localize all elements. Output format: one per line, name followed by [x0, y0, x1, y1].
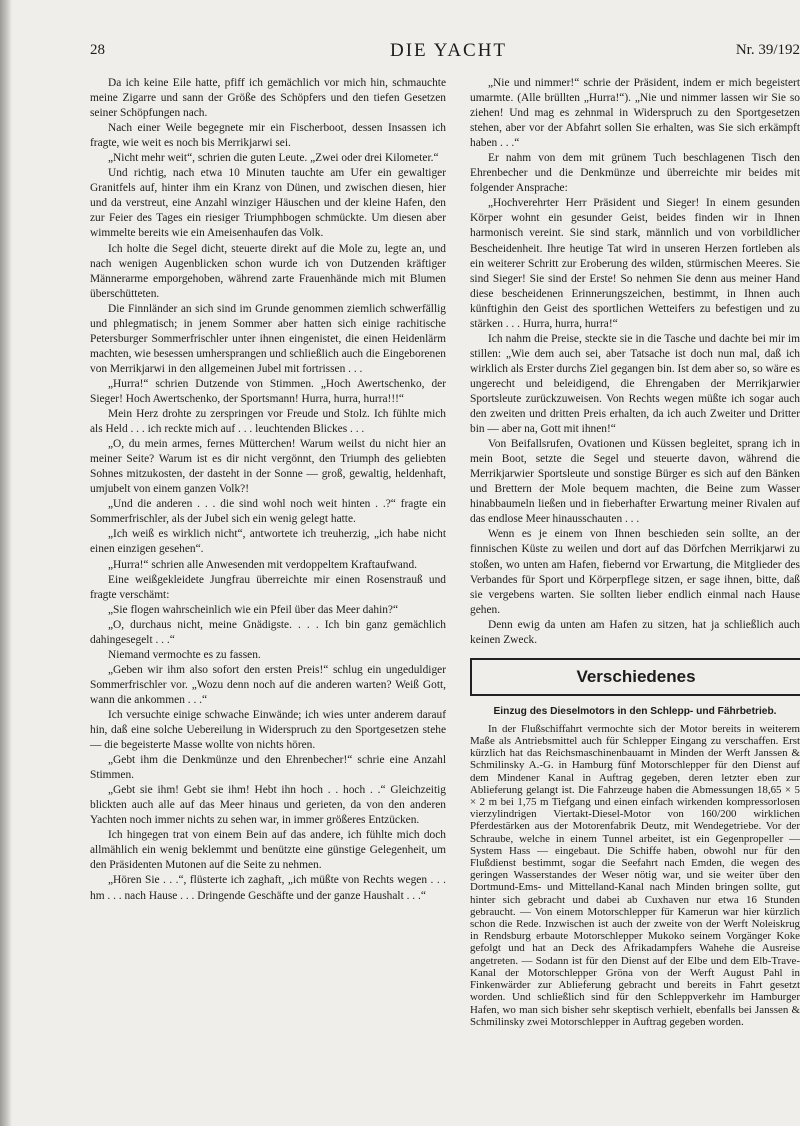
paragraph: Denn ewig da unten am Hafen zu sitzen, hat ja schließlich auch keinen Zweck.	[470, 618, 800, 646]
paragraph: „Geben wir ihm also sofort den ersten Preis!“ schlug ein ungeduldiger Sommerfrischler vor. „Wozu denn noch auf die anderen warten? Weiß Gott, wann die ankommen . . .“	[90, 663, 446, 706]
paragraph: Nach einer Weile begegnete mir ein Fischerboot, dessen Insassen ich fragte, wie weit es noch bis Merrikjarwi sei.	[90, 122, 446, 150]
section-title-box	[470, 658, 800, 696]
paragraph: Niemand vermochte es zu fassen.	[108, 648, 261, 661]
right-column	[470, 76, 800, 1028]
section-subheading: Einzug des Dieselmotors in den Schlepp- und Fährbetrieb.	[493, 705, 777, 717]
section-title: Verschiedenes	[576, 667, 696, 687]
page-header	[90, 40, 800, 66]
story-continuation	[470, 76, 800, 648]
paragraph: Ich hingegen trat von einem Bein auf das andere, ich fühlte mich doch allmählich ein wenig beklemmt und benützte eine günstige Gelegenheit, um den Präsidenten Mutonen auf die Seite zu nehmen.	[90, 829, 446, 872]
page-spine-shadow	[0, 0, 12, 1126]
paragraph: Und richtig, nach etwa 10 Minuten tauchte am Ufer ein gewaltiger Granitfels auf, hinter ihm ein Kranz von Dünen, und zwischen diesen, hier und da verstreut, eine Anzahl winziger Häuschen und der kleine Hafen, den zur Feier des Tages ein riesiger Triumphbogen schmückte. Um diesen aber wimmelte bereits wie ein Ameisenhaufen das Volk.	[90, 167, 446, 240]
paragraph: „Ich weiß es wirklich nicht“, antwortete ich treuherzig, „ich habe nicht einen einzigen gesehen“.	[90, 528, 446, 556]
paragraph: „Hochverehrter Herr Präsident und Sieger! In einem gesunden Körper wohnt ein gesunder Geist, beides finden wir in Ihnen harmonisch vereint. Sie sind stark, männlich und von vorbildlicher Bescheidenheit. Ihre heutige Tat wird in unseren Herzen fortleben als ein weiterer Schritt zur Eroberung des wilden, stürmischen Meeres. Sie sind Sieger! Sie sind der Erste! So nehmen Sie denn aus meiner Hand diese bescheidenen Erinnerungszeichen, bestimmt, in Ihnen auch künftighin den Geist des sportlichen Wetteifers zu befestigen und zu stärken . . . Hurra, hurra, hurra!“	[470, 197, 800, 330]
page-number: 28	[90, 42, 105, 58]
paragraph: „Hurra!“ schrien alle Anwesenden mit verdoppeltem Kraftaufwand.	[108, 558, 418, 571]
paragraph: Die Finnländer an sich sind im Grunde genommen ziemlich schwerfällig und phlegmatisch; in jenem Sommer aber hatten sich einige rachitische Petersburger Sommerfrischler unter ihnen eingenistet, die einen Heidenlärm machten, wie besessen umhersprangen und schließlich auch die Eingeborenen von Merrikjarwi in den allgemeinen Jubel mit fortrissen . . .	[90, 302, 446, 375]
running-title: DIE YACHT	[390, 40, 508, 61]
paragraph: „Hurra!“ schrien Dutzende von Stimmen. „Hoch Awertschenko, der Sieger! Hoch Awertschenko, der Sportsmann! Hurra, hurra, hurra!!!“	[90, 377, 446, 405]
paragraph: Er nahm von dem mit grünem Tuch beschlagenen Tisch den Ehrenbecher und die Denkmünze und überreichte mir beides mit folgender Ansprache:	[470, 152, 800, 195]
paragraph: Da ich keine Eile hatte, pfiff ich gemächlich vor mich hin, schmauchte meine Zigarre und sann der Größe des Schöpfers und den tiefen Gesetzen seiner Schöpfungen nach.	[90, 77, 446, 120]
left-column	[90, 76, 446, 904]
paragraph: „O, du mein armes, fernes Mütterchen! Warum weilst du nicht hier an meiner Seite? Warum ist es dir nicht vergönnt, den Triumph des geliebten Sohnes mitzukosten, der dasteht in der Sonne — groß, gewaltig, heldenhaft, umjubelt von einem ganzen Volk?!	[90, 438, 446, 496]
paragraph: Mein Herz drohte zu zerspringen vor Freude und Stolz. Ich fühlte mich als Held . . . ich reckte mich auf . . . leuchtenden Blickes . . .	[90, 408, 446, 436]
paragraph: Wenn es je einem von Ihnen beschieden sein sollte, an der finnischen Küste zu weilen und dort auf das Dörfchen Merrikjarwi zu stoßen, wo unten am Hafen, fiebernd vor Erwartung, die Mitglieder des Verbandes für Sport und Körperpflege sitzen, er sage ihnen, bitte, daß sie vergebens warten. Sie sollten lieber endlich einmal nach Hause gehen.	[470, 528, 800, 616]
paragraph: „Nie und nimmer!“ schrie der Präsident, indem er mich begeistert umarmte. (Alle brüllten „Hurra!“). „Nie und nimmer lassen wir Sie so ziehen! Und mag es zehnmal in Widerspruch zu den Sportgesetzen stehen, aber vor der Abfahrt sollen Sie erhalten, was Sie sich erkämpft haben . . .“	[470, 77, 800, 150]
paragraph: „Sie flogen wahrscheinlich wie ein Pfeil über das Meer dahin?“	[108, 603, 399, 616]
paragraph: Von Beifallsrufen, Ovationen und Küssen begleitet, sprang ich in mein Boot, setzte die Segel und steuerte davon, während die Merrikjarwier Sportsleute und sonstige Bürger es sich auf den Bänken und Brettern der Mole bequem machten, die Beine zum Wasser hinabbaumeln ließen und in fieberhafter Erwartung meiner Rivalen auf das endlose Meer hinausschauten . . .	[470, 438, 800, 526]
paragraph: „O, durchaus nicht, meine Gnädigste. . . . Ich bin ganz gemächlich dahingesegelt . . .“	[90, 618, 446, 646]
paragraph: „Gebt sie ihm! Gebt sie ihm! Hebt ihn hoch . . hoch . .“ Gleichzeitig blickten auch alle auf das Meer hinaus und gerieten, da von den anderen Yachten noch immer nichts zu sehen war, in immer größeres Entzücken.	[90, 784, 446, 827]
paragraph: Ich holte die Segel dicht, steuerte direkt auf die Mole zu, legte an, und nach wenigen Augenblicken schon wurde ich von Dutzenden kräftiger Männerarme emporgehoben, während zarte Frauenhände mich mit Blumen überschütteten.	[90, 242, 446, 300]
section-body	[470, 723, 800, 1028]
paragraph: „Gebt ihm die Denkmünze und den Ehrenbecher!“ schrie eine Anzahl Stimmen.	[90, 754, 446, 782]
paragraph: „Hören Sie . . .“, flüsterte ich zaghaft, „ich müßte von Rechts wegen . . . hm . . . nach Hause . . . Dringende Geschäfte und der ganze Haushalt . . .“	[90, 874, 446, 902]
paragraph: Ich nahm die Preise, steckte sie in die Tasche und dachte bei mir im stillen: „Wie dem auch sei, aber Tatsache ist doch nun mal, daß ich wirklich als Erster durchs Ziel gegangen bin. Ist dem aber so, so wäre es ungerecht und beleidigend, die Ehrengaben der Merrikjarwier Sportsleute zurückzuweisen. Von Rechts wegen müßte ich sogar auch den zweiten und dritten Preis erhalten, da ich auch Zweiter und Dritter bin — aber na, Gott mit ihnen!“	[470, 332, 800, 436]
paragraph: In der Flußschiffahrt vermochte sich der Motor bereits in weiterem Maße als Antriebsmittel auch für Schlepper Eingang zu verschaffen. Erst kürzlich hat das Reichsmaschinenbauamt in Minden der Werft Janssen & Schmilinsky A.-G. in Hamburg fünf Motorschlepper für den Dienst auf dem Mindener Kanal in Auftrag gegeben, deren letzter eben zur Ablieferung gelangt ist. Die Fahrzeuge haben die Abmessungen 18,65 × 5 × 2 m bei 1,75 m Tiefgang und einen einfach wirkenden kompressorlosen vierzylindrigen Viertakt-Diesel-Motor von 160/200 wirklichen Pferdestärken aus der Motorenfabrik Deutz, mit Wendegetriebe. Vor der Schraube, welche in einem Tunnel arbeitet, ist ein Gegenpropeller — System Hass — eingebaut. Die Schiffe haben, obwohl nur für den Flußdienst bestimmt, sogar die Seefahrt nach Emden, die wegen des geringen Wasserstandes der Weser nötig war, und sie weiter über den Dortmund-Ems- und Mittelland-Kanal nach Minden bringen sollte, gut hinter sich gebracht und dabei ab Cuxhaven nur etwa 16 Stunden gebraucht. — Von einem Motorschlepper für Kamerun war hier kürzlich schon die Rede. Inzwischen ist auch der zweite von der Werft Noleiskrug in Rendsburg erbaute Motorschlepper Mukoko seinem Vorgänger Koke gefolgt und hat an Deck des Afrikadampfers Wahehe die Ausreise angetreten. — Sodann ist für den Dienst auf der Elbe und dem Elb-Trave-Kanal der Motorschlepper Gröna von der Werft August Pahl in Finkenwärder zur Ablieferung gebracht und bereits in Fahrt gesetzt worden. Und schließlich sind für den Schleppverkehr im Hamburger Hafen, wo man sich bisher sehr skeptisch verhielt, ebenfalls bei Janssen & Schmilinsky zwei Motorschlepper in Auftrag gegeben worden.	[470, 722, 800, 1028]
paragraph: Ich versuchte einige schwache Einwände; ich wies unter anderem darauf hin, daß eine solche Uebereilung in Widerspruch zu den Sportgesetzen stehe — die begeisterte Masse wollte von nichts hören.	[90, 708, 446, 752]
paragraph: „Nicht mehr weit“, schrien die guten Leute. „Zwei oder drei Kilometer.“	[108, 152, 439, 165]
issue-number: Nr. 39/192	[735, 42, 800, 58]
paragraph: Eine weißgekleidete Jungfrau überreichte mir einen Rosenstrauß und fragte verschämt:	[90, 573, 446, 601]
paragraph: „Und die anderen . . . die sind wohl noch weit hinten . .?“ fragte ein Sommerfrischler, als der Jubel sich ein wenig gelegt hatte.	[90, 498, 446, 526]
